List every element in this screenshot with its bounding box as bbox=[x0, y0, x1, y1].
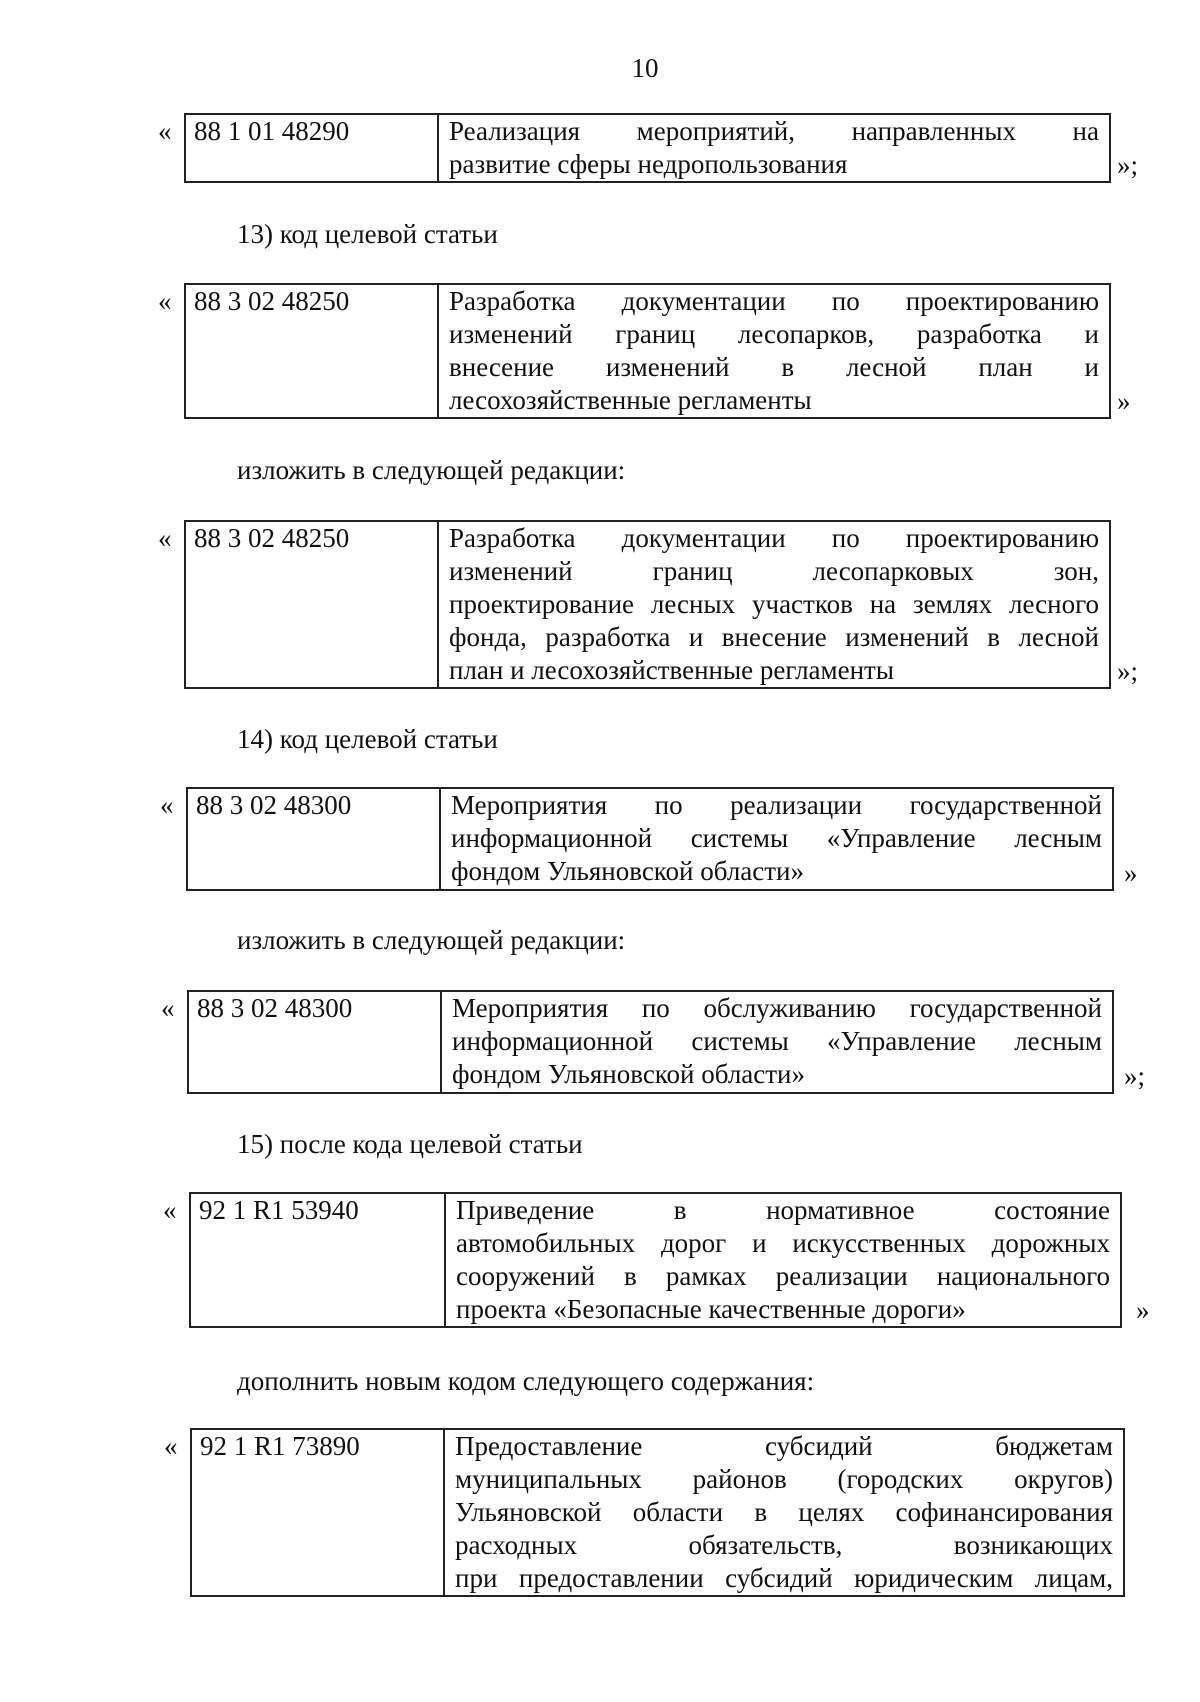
code-description bbox=[439, 285, 1109, 417]
paragraph-text: изложить в следующей редакции: bbox=[237, 455, 626, 485]
close-quote: » bbox=[1136, 1295, 1150, 1325]
description-line: Ульяновской области в целях софинансирования bbox=[455, 1497, 1113, 1527]
close-quote: » bbox=[1117, 386, 1131, 416]
description-line: проекта «Безопасные качественные дороги» bbox=[456, 1294, 966, 1324]
description-line: изменений границ лесопарков, разработка и bbox=[449, 319, 1099, 349]
code-description bbox=[439, 522, 1109, 687]
paragraph-text: дополнить новым кодом следующего содержания: bbox=[237, 1366, 815, 1396]
description-line: Реализация мероприятий, направленных на bbox=[449, 116, 1099, 146]
description-line: развитие сферы недропользования bbox=[449, 149, 848, 179]
open-quote: « bbox=[161, 993, 175, 1023]
description-line: изменений границ лесопарковых зон, bbox=[449, 556, 1099, 586]
description-line: внесение изменений в лесной план и bbox=[449, 352, 1099, 382]
target-code: 92 1 R1 53940 bbox=[191, 1194, 446, 1326]
open-quote: « bbox=[160, 790, 174, 820]
description-line: Приведение в нормативное состояние bbox=[456, 1195, 1110, 1225]
description-line: лесохозяйственные регламенты bbox=[449, 385, 812, 415]
code-description bbox=[441, 789, 1112, 889]
code-description bbox=[446, 1194, 1120, 1326]
description-line: Мероприятия по реализации государственной bbox=[451, 790, 1102, 820]
description-line: сооружений в рамках реализации национального bbox=[456, 1261, 1110, 1291]
description-line: фондом Ульяновской области» bbox=[452, 1059, 806, 1089]
close-quote: » bbox=[1124, 858, 1138, 888]
open-quote: « bbox=[158, 286, 172, 316]
target-code: 88 3 02 48300 bbox=[189, 992, 442, 1092]
open-quote: « bbox=[163, 1195, 177, 1225]
description-line: расходных обязательств, возникающих bbox=[455, 1530, 1113, 1560]
code-table bbox=[190, 1428, 1125, 1597]
code-description bbox=[442, 992, 1112, 1092]
description-line: проектирование лесных участков на землях лесного bbox=[449, 589, 1099, 619]
paragraph-text: 14) код целевой статьи bbox=[237, 724, 498, 754]
description-line: автомобильных дорог и искусственных дорожных bbox=[456, 1228, 1110, 1258]
paragraph-text: 13) код целевой статьи bbox=[237, 219, 498, 249]
description-line: информационной системы «Управление лесным bbox=[451, 823, 1102, 853]
description-line: при предоставлении субсидий юридическим лицам, bbox=[455, 1563, 1113, 1593]
description-line: фонда, разработка и внесение изменений в лесной bbox=[449, 622, 1099, 652]
code-table bbox=[184, 283, 1111, 419]
description-line: Мероприятия по обслуживанию государственной bbox=[452, 993, 1102, 1023]
target-code: 88 3 02 48250 bbox=[186, 522, 439, 687]
open-quote: « bbox=[158, 523, 172, 553]
open-quote: « bbox=[158, 116, 172, 146]
target-code: 88 3 02 48250 bbox=[186, 285, 439, 417]
description-line: Разработка документации по проектированию bbox=[449, 523, 1099, 553]
description-line: фондом Ульяновской области» bbox=[451, 856, 805, 886]
description-line: Предоставление субсидий бюджетам bbox=[455, 1431, 1113, 1461]
paragraph-text: изложить в следующей редакции: bbox=[237, 925, 626, 955]
code-description bbox=[439, 115, 1109, 181]
open-quote: « bbox=[164, 1431, 178, 1461]
target-code: 88 3 02 48300 bbox=[188, 789, 441, 889]
code-table bbox=[187, 990, 1114, 1094]
paragraph-text: 15) после кода целевой статьи bbox=[237, 1129, 583, 1159]
code-table bbox=[186, 787, 1114, 891]
close-quote: »; bbox=[1117, 656, 1139, 686]
target-code: 92 1 R1 73890 bbox=[192, 1430, 445, 1595]
page-number: 10 bbox=[631, 53, 659, 83]
target-code: 88 1 01 48290 bbox=[186, 115, 439, 181]
description-line: Разработка документации по проектированию bbox=[449, 286, 1099, 316]
description-line: муниципальных районов (городских округов) bbox=[455, 1464, 1113, 1494]
close-quote: »; bbox=[1124, 1061, 1146, 1091]
description-line: информационной системы «Управление лесным bbox=[452, 1026, 1102, 1056]
code-table bbox=[184, 113, 1111, 183]
code-description bbox=[445, 1430, 1123, 1595]
close-quote: »; bbox=[1117, 150, 1139, 180]
description-line: план и лесохозяйственные регламенты bbox=[449, 655, 894, 685]
code-table bbox=[189, 1192, 1122, 1328]
code-table bbox=[184, 520, 1111, 689]
